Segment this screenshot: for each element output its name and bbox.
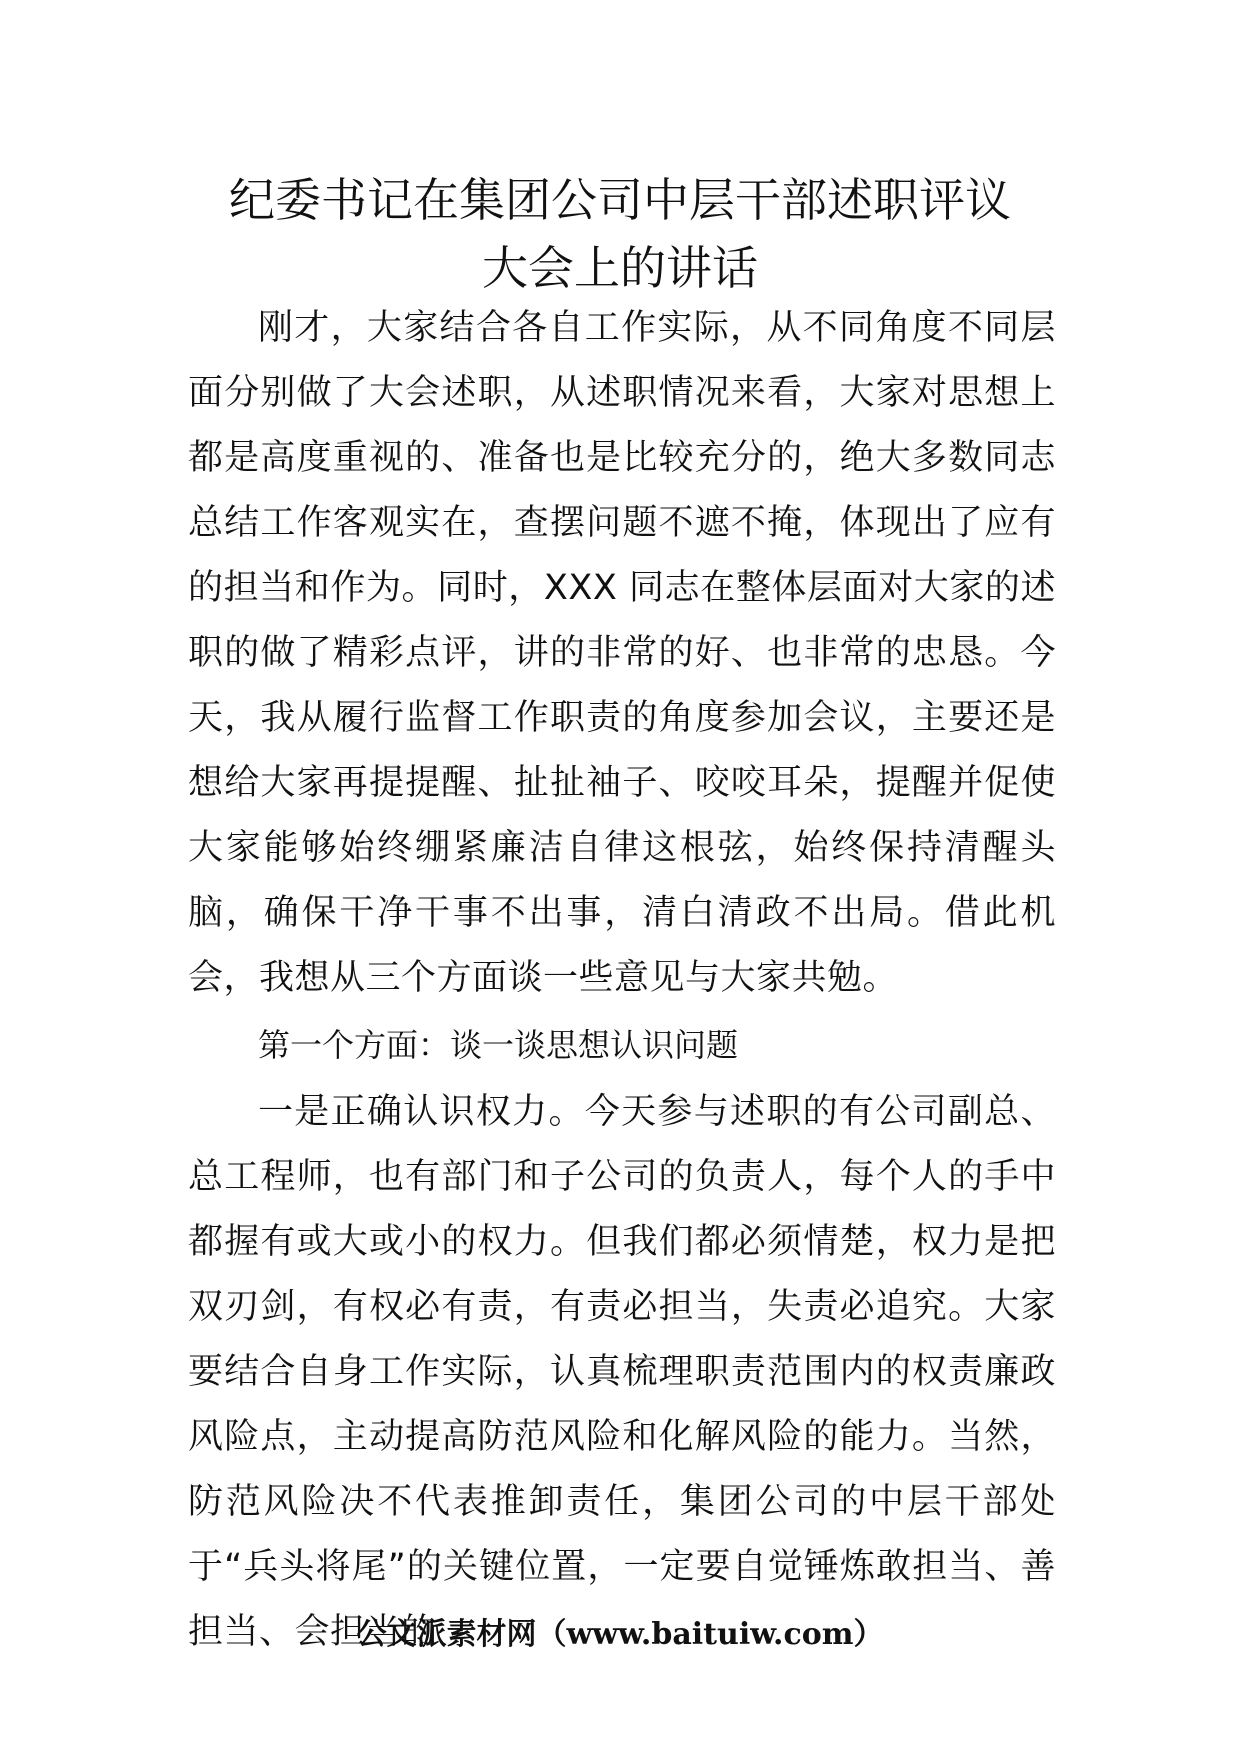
body-paragraph-1: 刚才，大家结合各自工作实际，从不同角度不同层面分别做了大会述职，从述职情况来看，大家对思想上都是高度重视的、准备也是比较充分的，绝大多数同志总结工作客观实在，查摆问题不遮不掩，体现出了应有的担当和作为。同时，XXX 同志在整体层面对大家的述职的做了精彩点评，讲的非常的好、也非常的忠恳。今天，我从履行监督工作职责的角度参加会议，主要还是想给大家再提提醒、扯扯袖子、咬咬耳朵，提醒并促使大家能够始终绷紧廉洁自律这根弦，始终保持清醒头脑，确保干净干事不出事，清白清政不出局。借此机会，我想从三个方面谈一些意见与大家共勉。 bbox=[188, 308, 1056, 998]
footer-watermark: 公文派素材网（www.baituiw.com） bbox=[356, 1617, 884, 1652]
document-title-line-2: 大会上的讲话 bbox=[482, 241, 758, 295]
document-title-line-1: 纪委书记在集团公司中层干部述职评议 bbox=[229, 173, 1011, 227]
body-paragraph-2: 一是正确认识权力。今天参与述职的有公司副总、总工程师，也有部门和子公司的负责人，每个人的手中都握有或大或小的权力。但我们都必须情楚，权力是把双刃剑，有权必有责，有责必担当，失责必追究。大家要结合自身工作实际，认真梳理职责范围内的权责廉政风险点，主动提高防范风险和化解风险的能力。当然，防范风险决不代表推卸责任，集团公司的中层干部处于“兵头将尾”的关键位置，一定要自觉锤炼敢担当、善担当、会担当的 bbox=[188, 1092, 1056, 1652]
section-heading: 第一个方面：谈一谈思想认识问题 bbox=[258, 1026, 739, 1064]
